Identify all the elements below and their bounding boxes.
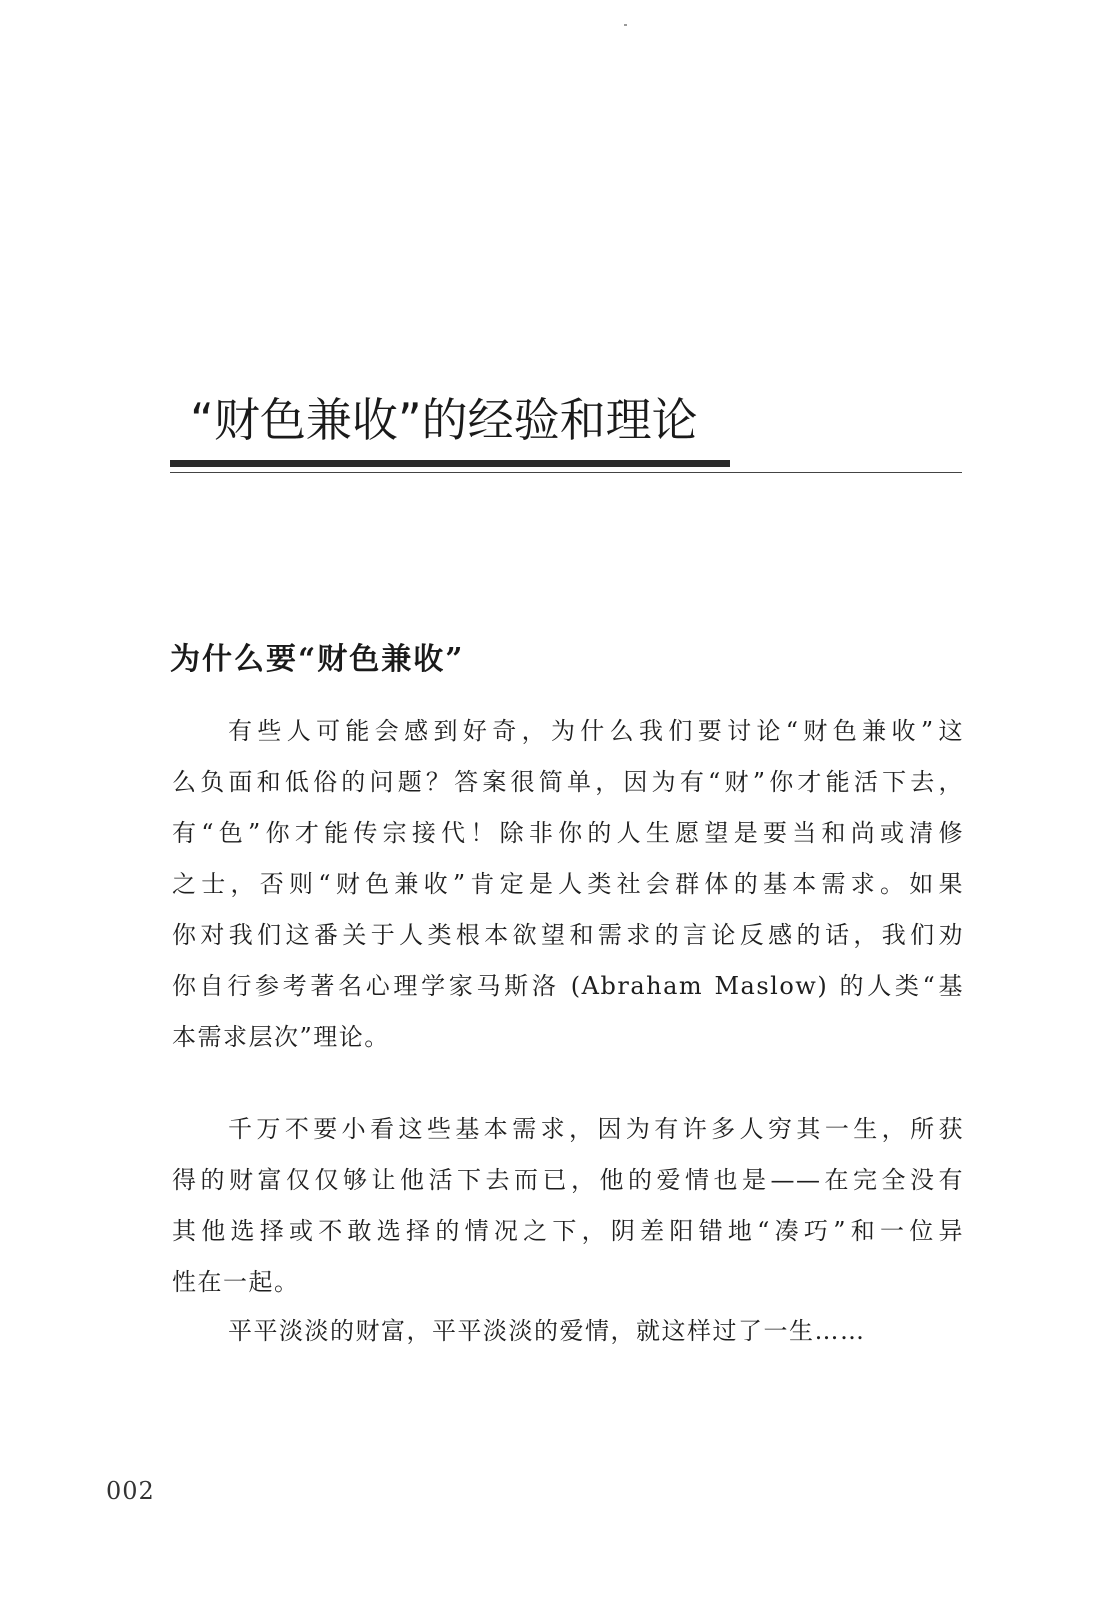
text-line: 平平淡淡的财富，平平淡淡的爱情，就这样过了一生…… [228, 1317, 866, 1345]
text-line: 其他选择或不敢选择的情况之下，阴差阳错地“凑巧”和一位异 [172, 1217, 964, 1245]
text-line: 有些人可能会感到好奇，为什么我们要讨论“财色兼收”这 [228, 717, 964, 745]
text-line: 本需求层次”理论。 [172, 1023, 390, 1051]
text-line: 有“色”你才能传宗接代！除非你的人生愿望是要当和尚或清修 [172, 819, 964, 847]
paragraph-3 [172, 1306, 964, 1357]
chapter-title: “财色兼收”的经验和理论 [190, 393, 698, 447]
title-underline-thin [170, 472, 962, 473]
text-line: 你自行参考著名心理学家马斯洛 (Abraham Maslow) 的人类“基 [172, 972, 964, 1000]
text-line: 之士，否则“财色兼收”肯定是人类社会群体的基本需求。如果 [172, 870, 964, 898]
scan-speck [624, 24, 627, 26]
section-heading: 为什么要“财色兼收” [170, 642, 465, 677]
paragraph-1 [172, 706, 964, 1063]
page-number: 002 [106, 1477, 155, 1505]
title-underline-thick [170, 460, 730, 467]
paragraph-2 [172, 1104, 964, 1308]
text-line: 么负面和低俗的问题？答案很简单，因为有“财”你才能活下去， [172, 768, 964, 796]
text-line: 性在一起。 [172, 1268, 300, 1296]
text-line: 得的财富仅仅够让他活下去而已，他的爱情也是——在完全没有 [172, 1166, 964, 1194]
text-line: 你对我们这番关于人类根本欲望和需求的言论反感的话，我们劝 [172, 921, 964, 949]
text-line: 千万不要小看这些基本需求，因为有许多人穷其一生，所获 [228, 1115, 964, 1143]
